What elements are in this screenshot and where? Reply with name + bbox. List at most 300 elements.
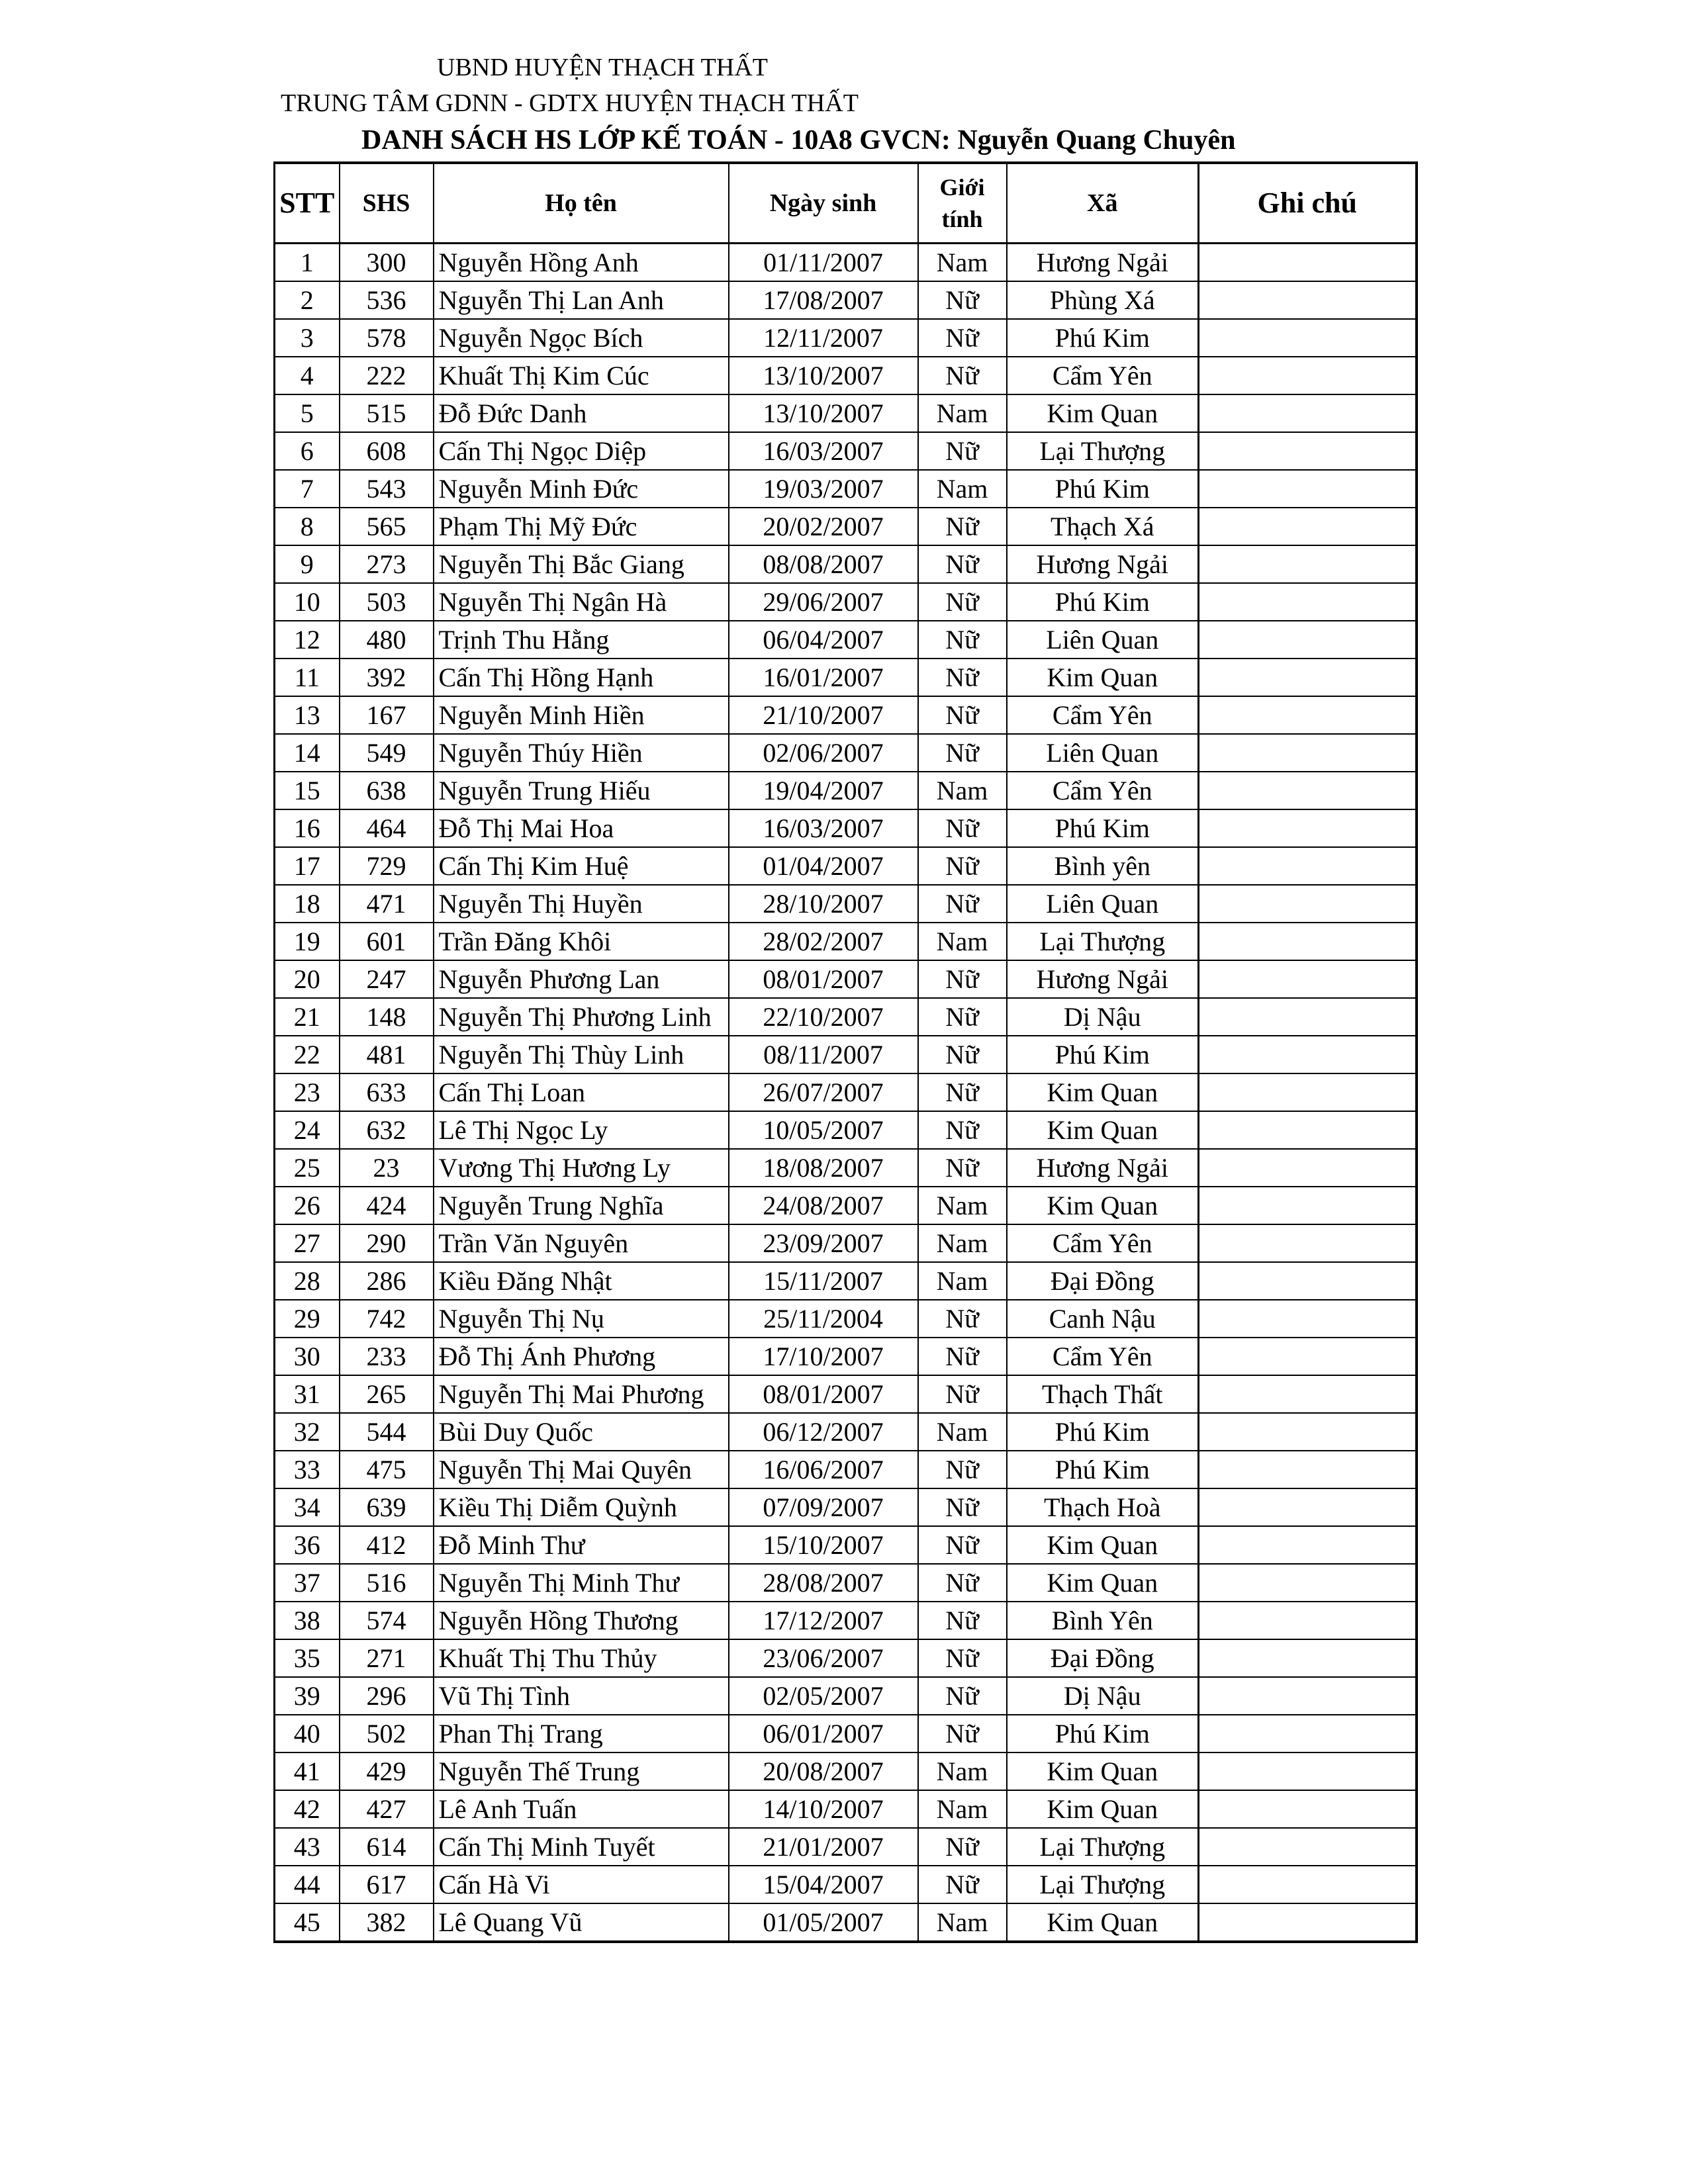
cell-commune: Hương Ngải bbox=[1007, 545, 1199, 583]
table-row bbox=[275, 432, 1417, 470]
cell-gender: Nam bbox=[918, 923, 1007, 960]
cell-note bbox=[1199, 1526, 1417, 1564]
cell-stt: 5 bbox=[275, 394, 340, 432]
table-row bbox=[275, 734, 1417, 772]
cell-commune: Hương Ngải bbox=[1007, 960, 1199, 998]
cell-name: Cấn Thị Minh Tuyết bbox=[434, 1828, 729, 1866]
cell-gender: Nam bbox=[918, 1262, 1007, 1300]
cell-shs: 614 bbox=[340, 1828, 434, 1866]
cell-note bbox=[1199, 1187, 1417, 1224]
table-row bbox=[275, 508, 1417, 545]
cell-shs: 382 bbox=[340, 1903, 434, 1942]
cell-stt: 24 bbox=[275, 1111, 340, 1149]
cell-gender: Nam bbox=[918, 1790, 1007, 1828]
cell-dob: 18/08/2007 bbox=[729, 1149, 918, 1187]
cell-shs: 633 bbox=[340, 1073, 434, 1111]
cell-shs: 429 bbox=[340, 1752, 434, 1790]
cell-stt: 9 bbox=[275, 545, 340, 583]
cell-name: Đỗ Minh Thư bbox=[434, 1526, 729, 1564]
table-row bbox=[275, 1828, 1417, 1866]
cell-dob: 21/10/2007 bbox=[729, 696, 918, 734]
cell-gender: Nữ bbox=[918, 281, 1007, 319]
cell-shs: 639 bbox=[340, 1488, 434, 1526]
cell-gender: Nữ bbox=[918, 659, 1007, 696]
cell-shs: 286 bbox=[340, 1262, 434, 1300]
table-row bbox=[275, 1903, 1417, 1942]
cell-shs: 601 bbox=[340, 923, 434, 960]
header-gender-line-1: Giới bbox=[939, 174, 985, 201]
table-row bbox=[275, 1338, 1417, 1375]
table-row bbox=[275, 470, 1417, 508]
cell-stt: 13 bbox=[275, 696, 340, 734]
cell-gender: Nữ bbox=[918, 885, 1007, 923]
cell-name: Khuất Thị Thu Thủy bbox=[434, 1639, 729, 1677]
cell-shs: 574 bbox=[340, 1602, 434, 1639]
cell-gender: Nữ bbox=[918, 545, 1007, 583]
cell-gender: Nam bbox=[918, 1752, 1007, 1790]
cell-dob: 13/10/2007 bbox=[729, 394, 918, 432]
cell-stt: 2 bbox=[275, 281, 340, 319]
cell-commune: Kim Quan bbox=[1007, 1790, 1199, 1828]
cell-gender: Nữ bbox=[918, 1526, 1007, 1564]
cell-gender: Nữ bbox=[918, 1149, 1007, 1187]
table-row bbox=[275, 1262, 1417, 1300]
cell-gender: Nữ bbox=[918, 734, 1007, 772]
cell-commune: Lại Thượng bbox=[1007, 432, 1199, 470]
cell-note bbox=[1199, 1903, 1417, 1942]
cell-dob: 17/08/2007 bbox=[729, 281, 918, 319]
cell-note bbox=[1199, 1073, 1417, 1111]
cell-dob: 16/06/2007 bbox=[729, 1451, 918, 1488]
cell-commune: Thạch Thất bbox=[1007, 1375, 1199, 1413]
cell-shs: 516 bbox=[340, 1564, 434, 1602]
cell-gender: Nữ bbox=[918, 1451, 1007, 1488]
cell-note bbox=[1199, 432, 1417, 470]
cell-dob: 28/08/2007 bbox=[729, 1564, 918, 1602]
cell-gender: Nữ bbox=[918, 960, 1007, 998]
cell-note bbox=[1199, 1111, 1417, 1149]
cell-stt: 45 bbox=[275, 1903, 340, 1942]
cell-shs: 167 bbox=[340, 696, 434, 734]
cell-gender: Nam bbox=[918, 1903, 1007, 1942]
cell-name: Vương Thị Hương Ly bbox=[434, 1149, 729, 1187]
cell-stt: 28 bbox=[275, 1262, 340, 1300]
cell-commune: Phú Kim bbox=[1007, 470, 1199, 508]
cell-dob: 22/10/2007 bbox=[729, 998, 918, 1036]
cell-dob: 16/03/2007 bbox=[729, 809, 918, 847]
cell-commune: Liên Quan bbox=[1007, 621, 1199, 659]
cell-dob: 16/01/2007 bbox=[729, 659, 918, 696]
cell-note bbox=[1199, 583, 1417, 621]
cell-note bbox=[1199, 960, 1417, 998]
table-row bbox=[275, 885, 1417, 923]
cell-gender: Nữ bbox=[918, 1602, 1007, 1639]
cell-gender: Nam bbox=[918, 1224, 1007, 1262]
cell-name: Trần Đăng Khôi bbox=[434, 923, 729, 960]
cell-note bbox=[1199, 1790, 1417, 1828]
cell-name: Nguyễn Thị Phương Linh bbox=[434, 998, 729, 1036]
cell-dob: 02/05/2007 bbox=[729, 1677, 918, 1715]
cell-gender: Nữ bbox=[918, 319, 1007, 357]
cell-gender: Nữ bbox=[918, 1564, 1007, 1602]
cell-name: Khuất Thị Kim Cúc bbox=[434, 357, 729, 394]
cell-stt: 29 bbox=[275, 1300, 340, 1338]
cell-stt: 43 bbox=[275, 1828, 340, 1866]
cell-dob: 01/04/2007 bbox=[729, 847, 918, 885]
cell-commune: Liên Quan bbox=[1007, 885, 1199, 923]
cell-stt: 23 bbox=[275, 1073, 340, 1111]
table-row bbox=[275, 357, 1417, 394]
cell-note bbox=[1199, 1413, 1417, 1451]
header-gender-line-2: tính bbox=[941, 206, 983, 232]
cell-name: Trần Văn Nguyên bbox=[434, 1224, 729, 1262]
table-body bbox=[275, 244, 1417, 1942]
cell-stt: 3 bbox=[275, 319, 340, 357]
table-row bbox=[275, 319, 1417, 357]
cell-shs: 578 bbox=[340, 319, 434, 357]
cell-stt: 42 bbox=[275, 1790, 340, 1828]
cell-commune: Kim Quan bbox=[1007, 1073, 1199, 1111]
cell-commune: Phú Kim bbox=[1007, 583, 1199, 621]
cell-commune: Kim Quan bbox=[1007, 1752, 1199, 1790]
table-row bbox=[275, 281, 1417, 319]
cell-stt: 41 bbox=[275, 1752, 340, 1790]
cell-name: Nguyễn Phương Lan bbox=[434, 960, 729, 998]
cell-name: Cấn Hà Vi bbox=[434, 1866, 729, 1903]
cell-commune: Kim Quan bbox=[1007, 1903, 1199, 1942]
cell-gender: Nữ bbox=[918, 1828, 1007, 1866]
cell-dob: 19/03/2007 bbox=[729, 470, 918, 508]
cell-gender: Nữ bbox=[918, 1300, 1007, 1338]
cell-gender: Nam bbox=[918, 772, 1007, 809]
header-dob: Ngày sinh bbox=[729, 163, 918, 244]
cell-gender: Nam bbox=[918, 1413, 1007, 1451]
cell-note bbox=[1199, 734, 1417, 772]
cell-gender: Nữ bbox=[918, 621, 1007, 659]
cell-stt: 11 bbox=[275, 659, 340, 696]
cell-dob: 17/10/2007 bbox=[729, 1338, 918, 1375]
cell-gender: Nữ bbox=[918, 1111, 1007, 1149]
cell-shs: 543 bbox=[340, 470, 434, 508]
cell-dob: 08/01/2007 bbox=[729, 960, 918, 998]
cell-dob: 20/02/2007 bbox=[729, 508, 918, 545]
cell-gender: Nữ bbox=[918, 508, 1007, 545]
cell-note bbox=[1199, 1451, 1417, 1488]
cell-shs: 392 bbox=[340, 659, 434, 696]
cell-dob: 06/12/2007 bbox=[729, 1413, 918, 1451]
cell-commune: Canh Nậu bbox=[1007, 1300, 1199, 1338]
cell-note bbox=[1199, 809, 1417, 847]
cell-stt: 17 bbox=[275, 847, 340, 885]
cell-note bbox=[1199, 1752, 1417, 1790]
cell-shs: 247 bbox=[340, 960, 434, 998]
cell-note bbox=[1199, 1224, 1417, 1262]
cell-gender: Nữ bbox=[918, 809, 1007, 847]
cell-shs: 475 bbox=[340, 1451, 434, 1488]
cell-name: Nguyễn Thế Trung bbox=[434, 1752, 729, 1790]
table-row bbox=[275, 244, 1417, 282]
cell-stt: 18 bbox=[275, 885, 340, 923]
cell-stt: 16 bbox=[275, 809, 340, 847]
cell-note bbox=[1199, 1866, 1417, 1903]
cell-gender: Nam bbox=[918, 244, 1007, 282]
table-row bbox=[275, 1866, 1417, 1903]
cell-name: Nguyễn Hồng Anh bbox=[434, 244, 729, 282]
cell-gender: Nữ bbox=[918, 1073, 1007, 1111]
cell-stt: 21 bbox=[275, 998, 340, 1036]
cell-shs: 481 bbox=[340, 1036, 434, 1073]
cell-dob: 20/08/2007 bbox=[729, 1752, 918, 1790]
cell-note bbox=[1199, 1300, 1417, 1338]
cell-gender: Nữ bbox=[918, 1715, 1007, 1752]
cell-dob: 08/08/2007 bbox=[729, 545, 918, 583]
cell-stt: 32 bbox=[275, 1413, 340, 1451]
cell-note bbox=[1199, 1828, 1417, 1866]
cell-name: Nguyễn Thị Ngân Hà bbox=[434, 583, 729, 621]
cell-stt: 8 bbox=[275, 508, 340, 545]
cell-name: Nguyễn Thúy Hiền bbox=[434, 734, 729, 772]
cell-dob: 14/10/2007 bbox=[729, 1790, 918, 1828]
cell-dob: 15/11/2007 bbox=[729, 1262, 918, 1300]
cell-note bbox=[1199, 1715, 1417, 1752]
cell-shs: 233 bbox=[340, 1338, 434, 1375]
cell-shs: 632 bbox=[340, 1111, 434, 1149]
table-row bbox=[275, 1602, 1417, 1639]
cell-name: Nguyễn Ngọc Bích bbox=[434, 319, 729, 357]
cell-note bbox=[1199, 1602, 1417, 1639]
header-name: Họ tên bbox=[434, 163, 729, 244]
cell-dob: 26/07/2007 bbox=[729, 1073, 918, 1111]
cell-dob: 21/01/2007 bbox=[729, 1828, 918, 1866]
cell-stt: 19 bbox=[275, 923, 340, 960]
cell-note bbox=[1199, 1375, 1417, 1413]
cell-commune: Cẩm Yên bbox=[1007, 357, 1199, 394]
cell-commune: Cẩm Yên bbox=[1007, 1338, 1199, 1375]
cell-commune: Kim Quan bbox=[1007, 1526, 1199, 1564]
cell-commune: Lại Thượng bbox=[1007, 923, 1199, 960]
cell-dob: 07/09/2007 bbox=[729, 1488, 918, 1526]
cell-commune: Phú Kim bbox=[1007, 1451, 1199, 1488]
table-row bbox=[275, 1488, 1417, 1526]
cell-stt: 38 bbox=[275, 1602, 340, 1639]
header-gender bbox=[918, 163, 1007, 244]
cell-shs: 536 bbox=[340, 281, 434, 319]
cell-commune: Kim Quan bbox=[1007, 1111, 1199, 1149]
cell-note bbox=[1199, 394, 1417, 432]
org-line-2: TRUNG TÂM GDNN - GDTX HUYỆN THẠCH THẤT bbox=[281, 89, 859, 117]
cell-commune: Kim Quan bbox=[1007, 1187, 1199, 1224]
cell-stt: 34 bbox=[275, 1488, 340, 1526]
header-note: Ghi chú bbox=[1199, 163, 1417, 244]
cell-name: Nguyễn Thị Lan Anh bbox=[434, 281, 729, 319]
cell-gender: Nữ bbox=[918, 357, 1007, 394]
cell-dob: 25/11/2004 bbox=[729, 1300, 918, 1338]
cell-commune: Dị Nậu bbox=[1007, 998, 1199, 1036]
cell-name: Nguyễn Minh Hiền bbox=[434, 696, 729, 734]
table-row bbox=[275, 1677, 1417, 1715]
cell-note bbox=[1199, 1262, 1417, 1300]
cell-gender: Nữ bbox=[918, 1375, 1007, 1413]
cell-note bbox=[1199, 1036, 1417, 1073]
cell-note bbox=[1199, 470, 1417, 508]
cell-shs: 565 bbox=[340, 508, 434, 545]
table-row bbox=[275, 960, 1417, 998]
table-row bbox=[275, 1564, 1417, 1602]
cell-commune: Phùng Xá bbox=[1007, 281, 1199, 319]
table-row bbox=[275, 696, 1417, 734]
cell-dob: 16/03/2007 bbox=[729, 432, 918, 470]
cell-dob: 01/05/2007 bbox=[729, 1903, 918, 1942]
cell-note bbox=[1199, 772, 1417, 809]
cell-gender: Nữ bbox=[918, 583, 1007, 621]
cell-stt: 25 bbox=[275, 1149, 340, 1187]
cell-gender: Nữ bbox=[918, 998, 1007, 1036]
cell-dob: 12/11/2007 bbox=[729, 319, 918, 357]
cell-name: Lê Thị Ngọc Ly bbox=[434, 1111, 729, 1149]
cell-commune: Phú Kim bbox=[1007, 809, 1199, 847]
cell-stt: 12 bbox=[275, 621, 340, 659]
cell-name: Phan Thị Trang bbox=[434, 1715, 729, 1752]
table-row bbox=[275, 659, 1417, 696]
header-stt: STT bbox=[275, 163, 340, 244]
cell-name: Lê Anh Tuấn bbox=[434, 1790, 729, 1828]
table-row bbox=[275, 1300, 1417, 1338]
cell-note bbox=[1199, 508, 1417, 545]
cell-name: Đỗ Thị Mai Hoa bbox=[434, 809, 729, 847]
cell-stt: 6 bbox=[275, 432, 340, 470]
cell-commune: Kim Quan bbox=[1007, 1564, 1199, 1602]
cell-gender: Nữ bbox=[918, 1677, 1007, 1715]
cell-commune: Cẩm Yên bbox=[1007, 696, 1199, 734]
cell-gender: Nữ bbox=[918, 847, 1007, 885]
cell-gender: Nữ bbox=[918, 1488, 1007, 1526]
cell-shs: 515 bbox=[340, 394, 434, 432]
cell-note bbox=[1199, 1677, 1417, 1715]
cell-commune: Hương Ngải bbox=[1007, 1149, 1199, 1187]
cell-commune: Dị Nậu bbox=[1007, 1677, 1199, 1715]
cell-dob: 15/04/2007 bbox=[729, 1866, 918, 1903]
cell-note bbox=[1199, 357, 1417, 394]
cell-shs: 503 bbox=[340, 583, 434, 621]
cell-dob: 19/04/2007 bbox=[729, 772, 918, 809]
cell-shs: 273 bbox=[340, 545, 434, 583]
cell-commune: Lại Thượng bbox=[1007, 1828, 1199, 1866]
cell-note bbox=[1199, 696, 1417, 734]
cell-name: Cấn Thị Ngọc Diệp bbox=[434, 432, 729, 470]
cell-shs: 290 bbox=[340, 1224, 434, 1262]
cell-dob: 08/01/2007 bbox=[729, 1375, 918, 1413]
cell-name: Nguyễn Trung Nghĩa bbox=[434, 1187, 729, 1224]
cell-name: Cấn Thị Kim Huệ bbox=[434, 847, 729, 885]
cell-name: Nguyễn Thị Thùy Linh bbox=[434, 1036, 729, 1073]
cell-gender: Nam bbox=[918, 394, 1007, 432]
table-row bbox=[275, 583, 1417, 621]
cell-commune: Kim Quan bbox=[1007, 659, 1199, 696]
cell-shs: 608 bbox=[340, 432, 434, 470]
cell-stt: 37 bbox=[275, 1564, 340, 1602]
cell-name: Bùi Duy Quốc bbox=[434, 1413, 729, 1451]
cell-shs: 265 bbox=[340, 1375, 434, 1413]
cell-stt: 27 bbox=[275, 1224, 340, 1262]
cell-name: Nguyễn Thị Nụ bbox=[434, 1300, 729, 1338]
cell-dob: 23/09/2007 bbox=[729, 1224, 918, 1262]
cell-note bbox=[1199, 659, 1417, 696]
cell-shs: 23 bbox=[340, 1149, 434, 1187]
table-row bbox=[275, 923, 1417, 960]
cell-commune: Lại Thượng bbox=[1007, 1866, 1199, 1903]
cell-name: Nguyễn Hồng Thương bbox=[434, 1602, 729, 1639]
cell-shs: 271 bbox=[340, 1639, 434, 1677]
table-row bbox=[275, 1036, 1417, 1073]
table-row bbox=[275, 621, 1417, 659]
table-row bbox=[275, 1073, 1417, 1111]
cell-stt: 4 bbox=[275, 357, 340, 394]
cell-shs: 617 bbox=[340, 1866, 434, 1903]
document-title: DANH SÁCH HS LỚP KẾ TOÁN - 10A8 GVCN: Nguyễn Quang Chuyên bbox=[361, 125, 1236, 156]
cell-name: Đỗ Thị Ánh Phương bbox=[434, 1338, 729, 1375]
cell-dob: 02/06/2007 bbox=[729, 734, 918, 772]
header-row bbox=[275, 163, 1417, 244]
cell-stt: 39 bbox=[275, 1677, 340, 1715]
cell-commune: Cẩm Yên bbox=[1007, 772, 1199, 809]
table-row bbox=[275, 394, 1417, 432]
cell-name: Nguyễn Thị Mai Phương bbox=[434, 1375, 729, 1413]
cell-shs: 412 bbox=[340, 1526, 434, 1564]
cell-note bbox=[1199, 319, 1417, 357]
cell-note bbox=[1199, 847, 1417, 885]
cell-note bbox=[1199, 1564, 1417, 1602]
cell-stt: 26 bbox=[275, 1187, 340, 1224]
cell-name: Cấn Thị Loan bbox=[434, 1073, 729, 1111]
table-row bbox=[275, 1187, 1417, 1224]
cell-name: Cấn Thị Hồng Hạnh bbox=[434, 659, 729, 696]
cell-shs: 502 bbox=[340, 1715, 434, 1752]
cell-stt: 7 bbox=[275, 470, 340, 508]
cell-note bbox=[1199, 923, 1417, 960]
cell-note bbox=[1199, 998, 1417, 1036]
cell-note bbox=[1199, 545, 1417, 583]
org-line-1: UBND HUYỆN THẠCH THẤT bbox=[437, 54, 768, 81]
cell-commune: Thạch Hoà bbox=[1007, 1488, 1199, 1526]
cell-stt: 20 bbox=[275, 960, 340, 998]
cell-note bbox=[1199, 1488, 1417, 1526]
cell-name: Nguyễn Thị Minh Thư bbox=[434, 1564, 729, 1602]
cell-shs: 480 bbox=[340, 621, 434, 659]
cell-commune: Đại Đồng bbox=[1007, 1262, 1199, 1300]
cell-shs: 148 bbox=[340, 998, 434, 1036]
cell-name: Đỗ Đức Danh bbox=[434, 394, 729, 432]
cell-stt: 10 bbox=[275, 583, 340, 621]
cell-stt: 22 bbox=[275, 1036, 340, 1073]
cell-name: Nguyễn Trung Hiếu bbox=[434, 772, 729, 809]
cell-dob: 15/10/2007 bbox=[729, 1526, 918, 1564]
cell-note bbox=[1199, 1149, 1417, 1187]
cell-name: Nguyễn Minh Đức bbox=[434, 470, 729, 508]
table-row bbox=[275, 847, 1417, 885]
cell-name: Vũ Thị Tình bbox=[434, 1677, 729, 1715]
cell-shs: 296 bbox=[340, 1677, 434, 1715]
cell-note bbox=[1199, 1338, 1417, 1375]
cell-gender: Nam bbox=[918, 1187, 1007, 1224]
cell-commune: Hương Ngải bbox=[1007, 244, 1199, 282]
cell-dob: 06/01/2007 bbox=[729, 1715, 918, 1752]
table-row bbox=[275, 809, 1417, 847]
cell-name: Trịnh Thu Hằng bbox=[434, 621, 729, 659]
cell-shs: 638 bbox=[340, 772, 434, 809]
cell-commune: Phú Kim bbox=[1007, 1715, 1199, 1752]
header-shs: SHS bbox=[340, 163, 434, 244]
cell-dob: 23/06/2007 bbox=[729, 1639, 918, 1677]
